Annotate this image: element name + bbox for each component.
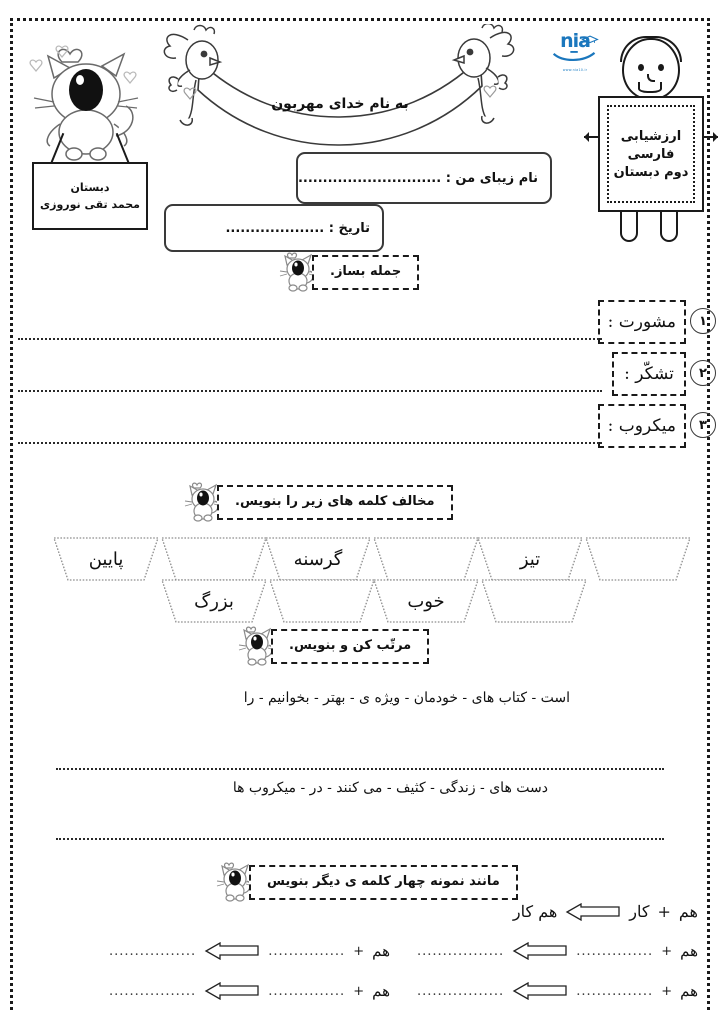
answer-line-3[interactable] bbox=[18, 442, 602, 444]
opposite-answer-1 bbox=[584, 536, 692, 582]
blank-dots-left-3[interactable]: ............... bbox=[268, 943, 346, 959]
compound-blank-row-3[interactable] bbox=[109, 942, 390, 960]
opposite-word-box-3 bbox=[52, 536, 160, 582]
date-field[interactable] bbox=[164, 204, 384, 252]
arrow-left-icon bbox=[204, 942, 260, 960]
opposite-pair-3 bbox=[52, 536, 268, 582]
date-dots: .................... bbox=[225, 220, 325, 236]
date-label: تاریخ : .................... bbox=[225, 220, 370, 236]
opposite-word-2: گرسنه bbox=[293, 548, 343, 570]
blank-dots-right-2[interactable]: ................. bbox=[416, 983, 505, 999]
scramble-answer-line-2[interactable] bbox=[56, 838, 664, 840]
worksheet-header bbox=[0, 18, 720, 250]
arrow-left-icon bbox=[512, 942, 568, 960]
student-name-dots: ............................. bbox=[297, 170, 442, 186]
scramble-sentence-2: دست های - زندگی - کثیف - می کنند - در - میکروب ها bbox=[232, 780, 548, 796]
answer-line-1[interactable] bbox=[18, 338, 602, 340]
boy-eye-right bbox=[658, 64, 664, 71]
bismillah-banner bbox=[160, 24, 520, 154]
opposite-word-box-1 bbox=[476, 536, 584, 582]
blank-prefix-1: هم bbox=[680, 942, 698, 960]
logo-wordmark: nia bbox=[560, 30, 590, 52]
opposite-pair-2 bbox=[264, 536, 480, 582]
title-line-1: ارزشیابی bbox=[620, 128, 682, 144]
student-name-field[interactable] bbox=[296, 152, 552, 204]
answer-line-2[interactable] bbox=[18, 390, 602, 392]
school-sign-line-1: دبستان bbox=[70, 181, 110, 194]
instruction-text-3: مرتّب کن و بنویس. bbox=[271, 629, 429, 664]
logo-swoosh-icon bbox=[550, 51, 600, 64]
title-line-2: فارسی bbox=[627, 146, 675, 162]
opposite-answer-box-4[interactable] bbox=[480, 578, 588, 624]
instruction-reorder bbox=[237, 626, 429, 666]
opposite-answer-3 bbox=[160, 536, 268, 582]
item-word-3: میکروب : bbox=[598, 404, 686, 448]
example-plus: + bbox=[657, 902, 671, 921]
school-sign-line-2: محمد تقی نوروزی bbox=[40, 198, 140, 211]
instruction-opposites bbox=[183, 482, 453, 522]
item-number-3: ۳ bbox=[690, 412, 716, 438]
arrow-left-icon bbox=[565, 903, 621, 921]
opposite-answer-box-3[interactable] bbox=[160, 536, 268, 582]
blank-plus-2: + bbox=[661, 983, 673, 999]
item-number-2: ۲ bbox=[690, 360, 716, 386]
blank-dots-left-1[interactable]: ............... bbox=[576, 943, 654, 959]
instruction-text-2: مخالف کلمه های زیر را بنویس. bbox=[217, 485, 453, 520]
compound-blank-row-2[interactable] bbox=[417, 982, 698, 1000]
blank-plus-4: + bbox=[353, 983, 365, 999]
blank-dots-left-2[interactable]: ............... bbox=[576, 983, 654, 999]
blank-dots-right-3[interactable]: ................. bbox=[108, 943, 197, 959]
boy-foot-left bbox=[620, 212, 638, 242]
title-board-inner bbox=[607, 105, 695, 203]
opposite-word-3: پایین bbox=[88, 548, 124, 570]
opposite-pair-5 bbox=[160, 578, 376, 624]
compound-blank-row-4[interactable] bbox=[109, 982, 390, 1000]
blank-prefix-4: هم bbox=[372, 982, 390, 1000]
scramble-answer-line-1[interactable] bbox=[56, 768, 664, 770]
title-line-3: دوم دبستان bbox=[613, 164, 689, 180]
compound-blank-row-1[interactable] bbox=[417, 942, 698, 960]
graduation-cap-icon bbox=[580, 35, 600, 44]
blank-prefix-2: هم bbox=[680, 982, 698, 1000]
opposite-word-box-2 bbox=[264, 536, 372, 582]
site-logo bbox=[548, 30, 602, 76]
arrow-left-icon bbox=[204, 982, 260, 1000]
arrow-right-decor-icon bbox=[702, 136, 718, 138]
boy-character-illustration bbox=[598, 38, 706, 250]
title-board bbox=[598, 96, 704, 212]
sentence-item-1 bbox=[0, 300, 720, 346]
item-number-1: ۱ bbox=[690, 308, 716, 334]
blank-dots-right-4[interactable]: ................. bbox=[108, 983, 197, 999]
boy-eye-left bbox=[638, 64, 644, 71]
blank-plus-3: + bbox=[353, 943, 365, 959]
opposite-word-1: تیز bbox=[519, 548, 541, 570]
scramble-sentence-1: است - کتاب های - خودمان - ویژه ی - بهتر - بخوانیم - را bbox=[243, 690, 570, 706]
opposite-word-4: خوب bbox=[407, 590, 445, 612]
logo-url: www.nia10.ir bbox=[562, 68, 588, 72]
bismillah-text: به نام خدای مهربون bbox=[271, 96, 409, 112]
arrow-left-icon bbox=[512, 982, 568, 1000]
opposite-answer-2 bbox=[372, 536, 480, 582]
opposite-answer-box-5[interactable] bbox=[268, 578, 376, 624]
example-root: کار bbox=[629, 902, 650, 921]
boy-foot-right bbox=[660, 212, 678, 242]
instruction-text-1: جمله بساز. bbox=[312, 255, 419, 290]
opposite-answer-box-1[interactable] bbox=[584, 536, 692, 582]
instruction-text-4: مانند نمونه چهار کلمه ی دیگر بنویس bbox=[249, 865, 518, 900]
blank-prefix-3: هم bbox=[372, 942, 390, 960]
compound-example-row bbox=[513, 902, 698, 921]
banner-birds-illustration bbox=[160, 24, 520, 154]
boy-mouth bbox=[638, 82, 662, 93]
opposite-pair-4 bbox=[372, 578, 588, 624]
blank-dots-right-1[interactable]: ................. bbox=[416, 943, 505, 959]
instruction-make-sentence bbox=[278, 252, 419, 292]
opposite-word-box-4 bbox=[372, 578, 480, 624]
opposite-answer-box-2[interactable] bbox=[372, 536, 480, 582]
student-name-label: نام زیبای من : ............................. bbox=[297, 170, 538, 186]
opposite-pair-1 bbox=[476, 536, 692, 582]
example-prefix: هم bbox=[678, 902, 698, 921]
sentence-item-3 bbox=[0, 404, 720, 450]
example-result: هم کار bbox=[512, 902, 558, 921]
opposite-word-5: بزرگ bbox=[194, 590, 234, 612]
opposite-answer-5 bbox=[268, 578, 376, 624]
school-sign bbox=[32, 162, 148, 230]
opposite-answer-4 bbox=[480, 578, 588, 624]
item-word-1: مشورت : bbox=[598, 300, 686, 344]
cat-body-drawing bbox=[18, 40, 168, 165]
blank-plus-1: + bbox=[661, 943, 673, 959]
cat-character-illustration bbox=[18, 40, 168, 248]
item-word-2: تشکّر : bbox=[612, 352, 686, 396]
blank-dots-left-4[interactable]: ............... bbox=[268, 983, 346, 999]
instruction-compound-words bbox=[215, 862, 518, 902]
opposite-word-box-5 bbox=[160, 578, 268, 624]
sentence-item-2 bbox=[0, 352, 720, 398]
